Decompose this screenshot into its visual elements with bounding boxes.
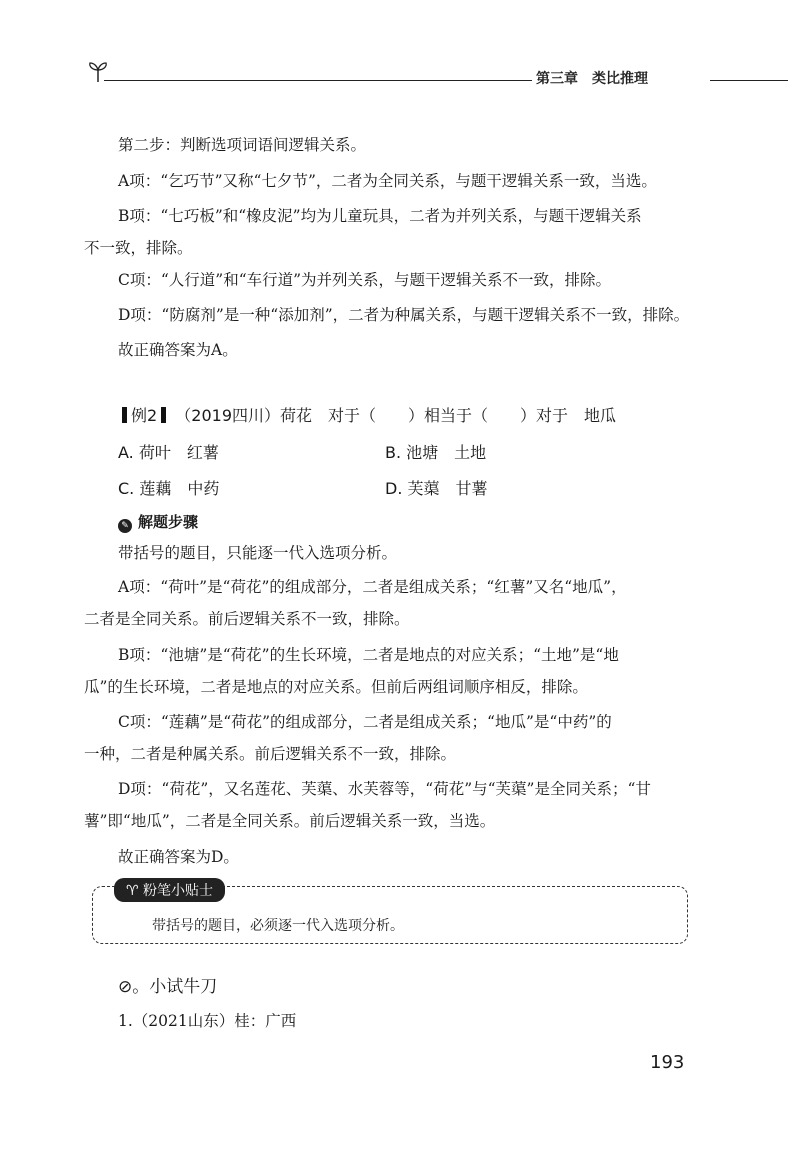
step2-option-b-cont: 不一致，排除。 xyxy=(84,239,193,257)
solution-answer: 故正确答案为D。 xyxy=(118,848,239,866)
section-name: 类比推理 xyxy=(592,71,648,87)
example-label: 例2 xyxy=(131,406,158,425)
steps-icon: ✎ xyxy=(118,519,132,533)
chapter-number: 第三章 xyxy=(536,71,578,87)
example-question xyxy=(118,403,616,426)
example-option-c: C. 莲藕 中药 xyxy=(118,479,220,498)
example-option-b: B. 池塘 土地 xyxy=(385,443,487,462)
solution-heading xyxy=(118,511,198,533)
solution-d-line1: D项：“荷花”，又名莲花、芙蕖、水芙蓉等，“荷花”与“芙蕖”是全同关系；“甘 xyxy=(118,780,651,798)
step2-option-d: D项：“防腐剂”是一种“添加剂”，二者为种属关系，与题干逻辑关系不一致，排除。 xyxy=(118,306,690,324)
solution-b-line1: B项：“池塘”是“荷花”的生长环境，二者是地点的对应关系；“土地”是“地 xyxy=(118,646,619,664)
practice-question-1: 1.（2021山东）桂：广西 xyxy=(118,1012,297,1030)
tip-label-text: 粉笔小贴士 xyxy=(143,883,214,899)
solution-c-line2: 一种，二者是种属关系。前后逻辑关系不一致，排除。 xyxy=(84,745,457,763)
example-option-a: A. 荷叶 红薯 xyxy=(118,443,219,462)
chapter-title xyxy=(532,68,710,88)
pen-icon: ⊘。 xyxy=(118,977,150,997)
step2-title: 第二步：判断选项词语间逻辑关系。 xyxy=(118,136,367,154)
page-header xyxy=(84,58,788,88)
practice-heading-text: 小试牛刀 xyxy=(149,977,218,997)
tip-label xyxy=(114,878,225,902)
solution-a-line1: A项：“荷叶”是“荷花”的组成部分，二者是组成关系；“红薯”又名“地瓜”， xyxy=(118,578,627,596)
step2-option-c: C项：“人行道”和“车行道”为并列关系，与题干逻辑关系不一致，排除。 xyxy=(118,271,612,289)
practice-heading xyxy=(118,972,217,997)
example-question-text: （2019四川）荷花 对于（ ）相当于（ ）对于 地瓜 xyxy=(175,406,617,425)
solution-c-line1: C项：“莲藕”是“荷花”的组成部分，二者是组成关系；“地瓜”是“中药”的 xyxy=(118,713,612,731)
example-option-d: D. 芙蕖 甘薯 xyxy=(385,479,488,498)
solution-intro: 带括号的题目，只能逐一代入选项分析。 xyxy=(118,544,398,562)
solution-a-line2: 二者是全同关系。前后逻辑关系不一致，排除。 xyxy=(84,610,410,628)
tip-text: 带括号的题目，必须逐一代入选项分析。 xyxy=(152,918,404,934)
sprout-icon xyxy=(84,58,112,86)
step2-option-a: A项：“乞巧节”又称“七夕节”，二者为全同关系，与题干逻辑关系一致，当选。 xyxy=(118,172,657,190)
page-number: 193 xyxy=(650,1052,685,1073)
step2-answer: 故正确答案为A。 xyxy=(118,341,238,359)
solution-b-line2: 瓜”的生长环境，二者是地点的对应关系。但前后两组词顺序相反，排除。 xyxy=(84,678,588,696)
solution-heading-text: 解题步骤 xyxy=(138,513,199,531)
tip-sprout-icon: ♈ xyxy=(126,883,139,899)
step2-option-b: B项：“七巧板”和“橡皮泥”均为儿童玩具，二者为并列关系，与题干逻辑关系 xyxy=(118,207,642,225)
solution-d-line2: 薯”即“地瓜”，二者是全同关系。前后逻辑关系一致，当选。 xyxy=(84,812,496,830)
